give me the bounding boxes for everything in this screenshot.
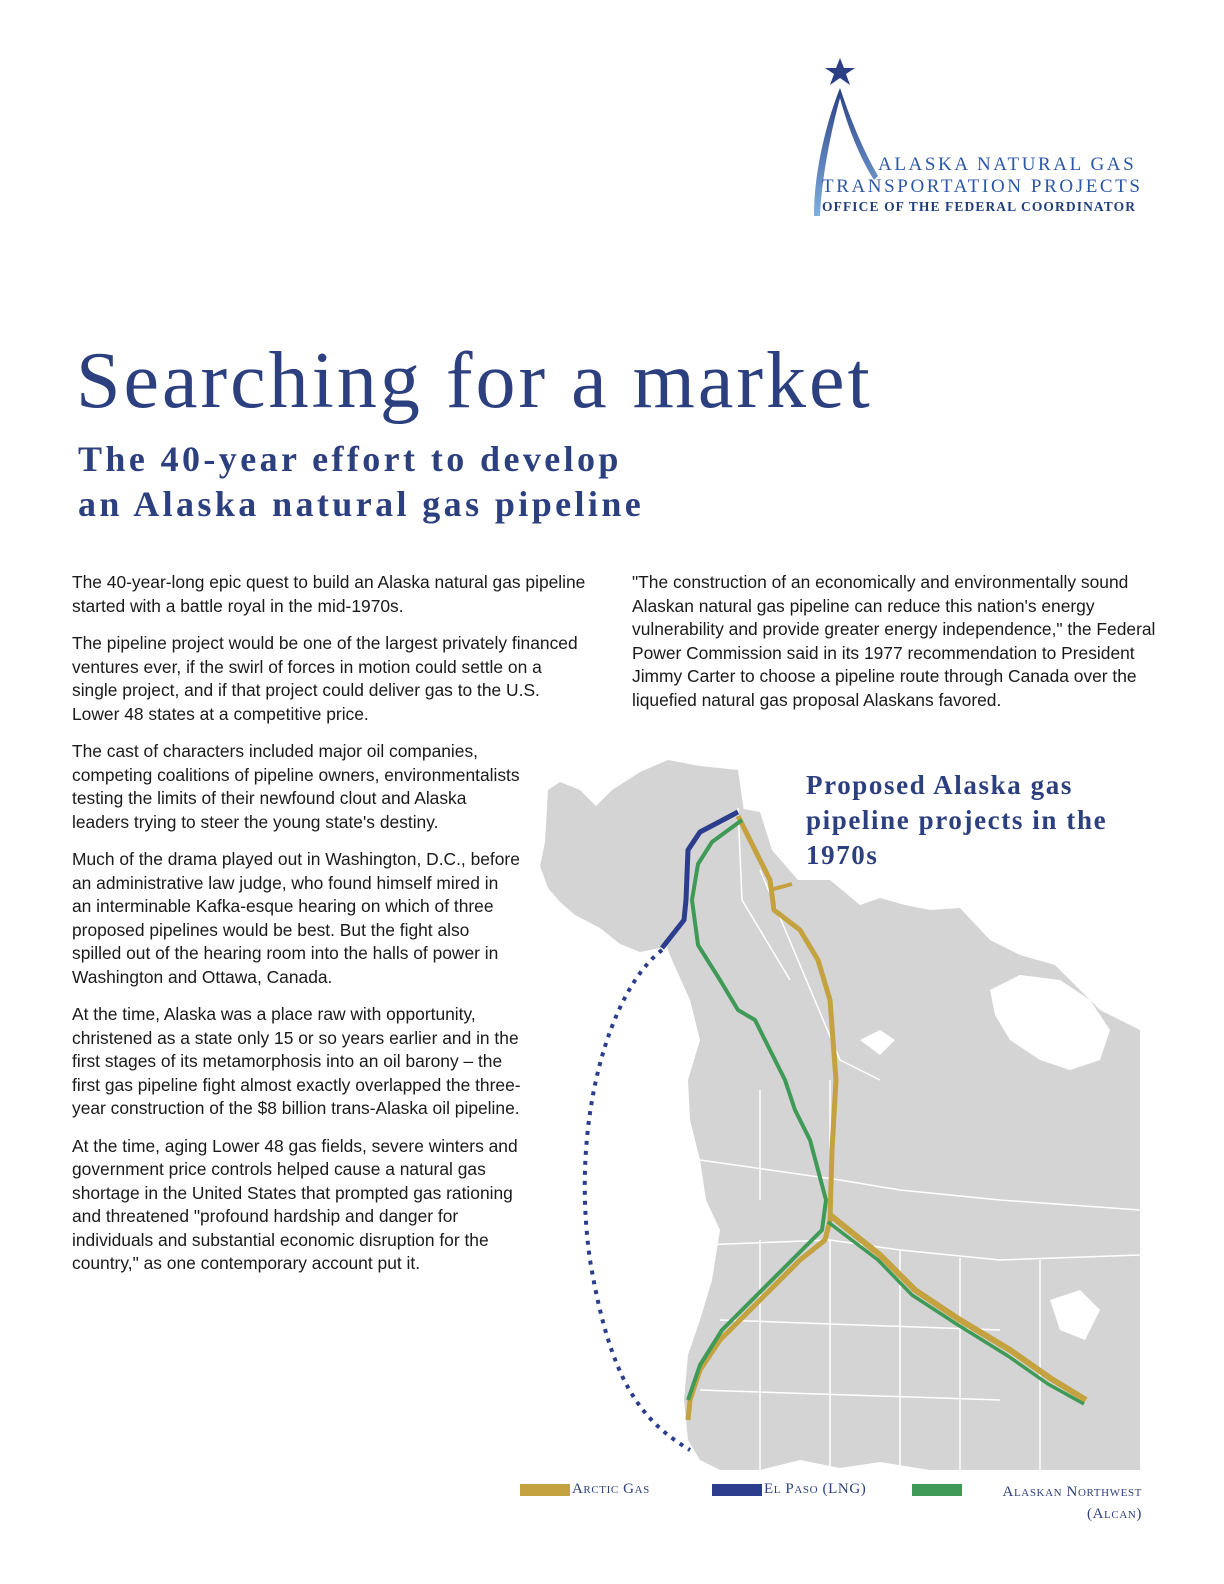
- map-title: [806, 768, 1136, 873]
- map-title-text: Proposed Alaska gas pipeline projects in the 1970s: [806, 770, 1108, 870]
- legend-swatch-el-paso: [712, 1484, 762, 1496]
- page-title: Searching for a market: [76, 337, 873, 425]
- legend-swatch-arctic-gas: [520, 1484, 570, 1496]
- legend-label-arctic-gas: Arctic Gas: [572, 1481, 650, 1497]
- subtitle-line-1: The 40-year effort to develop: [78, 439, 622, 479]
- legend-label-alcan: Alaskan Northwest (Alcan): [1002, 1484, 1142, 1522]
- subtitle-line-2: an Alaska natural gas pipeline: [78, 484, 645, 524]
- legend-swatch-alcan: [912, 1484, 962, 1496]
- page-subtitle: [78, 437, 644, 527]
- body-column-left: [72, 571, 592, 1290]
- body-paragraph: At the time, Alaska was a place raw with opportunity, christened as a state only 15 or so years earlier and in the first stages of its metamorphosis into an oil barony – the first gas pipeline fight almost exactly overlapped the three-year construction of the $8 billion trans-Alaska oil pipeline.: [72, 1004, 521, 1118]
- body-paragraph: Much of the drama played out in Washington, D.C., before an administrative law judge, who found himself mired in an interminable Kafka-esque hearing on which of three proposed pipelines would be best. But the fight also spilled out of the hearing room into the halls of power in Washington and Ottawa, Canada.: [72, 849, 520, 987]
- body-paragraph: The 40-year-long epic quest to build an Alaska natural gas pipeline started with a battle royal in the mid-1970s.: [72, 572, 586, 616]
- body-paragraph: At the time, aging Lower 48 gas fields, severe winters and government price controls helped cause a natural gas shortage in the United States that prompted gas rationing and threatened "profound hardship and danger for individuals and substantial economic disruption for the country," as one contemporary account put it.: [72, 1135, 518, 1273]
- map-island: [550, 788, 562, 800]
- legend-label-el-paso: El Paso (LNG): [764, 1481, 867, 1497]
- body-paragraph: The pipeline project would be one of the largest privately financed ventures ever, if the swirl of forces in motion could settle on a single project, and if that project could deliver gas to the U.S. Lower 48 states at a competitive price.: [72, 633, 578, 724]
- logo-text-line-3: OFFICE OF THE FEDERAL COORDINATOR: [822, 199, 1137, 214]
- el-paso-tanker-route: [585, 950, 690, 1450]
- quote-paragraph: "The construction of an economically and environmentally sound Alaskan natural gas pipeline can reduce this nation's energy vulnerability and provide greater energy independence," the Federal Power Commission said in its 1977 recommendation to President Jimmy Carter to choose a pipeline route through Canada over the liquefied natural gas proposal Alaskans favored.: [632, 572, 1156, 710]
- body-paragraph: The cast of characters included major oil companies, competing coalitions of pipeline owners, environmentalists testing the limits of their newfound clout and Alaska leaders trying to steer the young state's destiny.: [72, 741, 520, 832]
- map-island: [561, 855, 571, 865]
- agency-logo: [800, 58, 1160, 228]
- logo-text-line-1: ALASKA NATURAL GAS: [878, 154, 1137, 175]
- logo-text-line-2: TRANSPORTATION PROJECTS: [822, 176, 1143, 197]
